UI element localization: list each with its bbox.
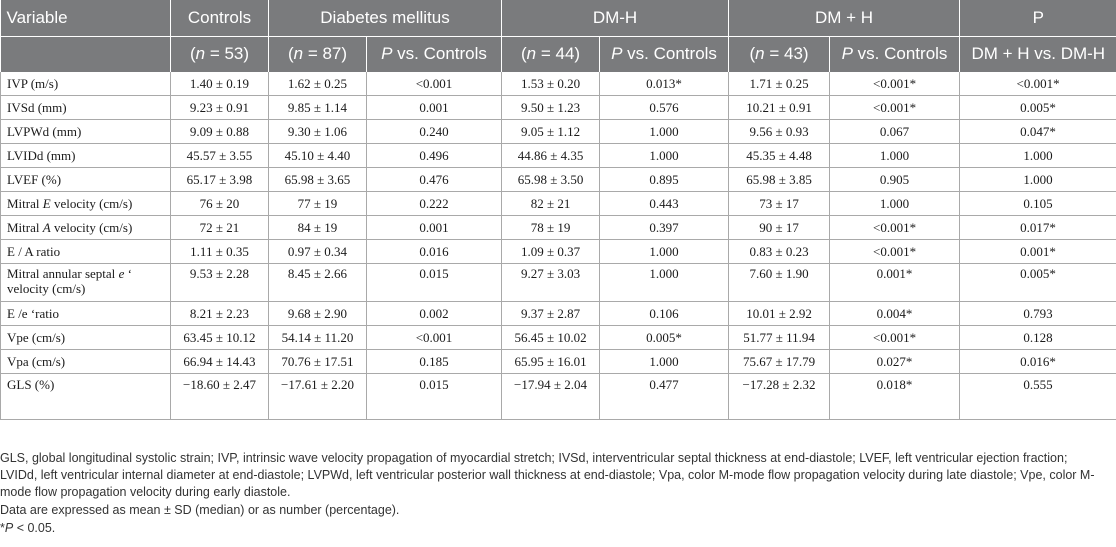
table-cell: 0.001 (367, 96, 502, 120)
header-variable: Variable (1, 0, 171, 36)
table-cell: 45.10 ± 4.40 (269, 144, 367, 168)
header-diabetes: Diabetes mellitus (269, 0, 502, 36)
table-cell: 8.21 ± 2.23 (171, 302, 269, 326)
subheader-dmh-p: P vs. Controls (600, 36, 729, 72)
table-cell: 1.53 ± 0.20 (502, 72, 600, 96)
table-cell: 0.001 (367, 216, 502, 240)
table-cell: 0.016* (960, 350, 1116, 374)
table-cell: 1.000 (600, 144, 729, 168)
table-cell: 0.83 ± 0.23 (729, 240, 830, 264)
table-cell: 0.240 (367, 120, 502, 144)
table-cell: <0.001* (830, 326, 960, 350)
header-controls: Controls (171, 0, 269, 36)
table-cell: 77 ± 19 (269, 192, 367, 216)
table-cell: 1.000 (960, 168, 1116, 192)
table-cell: 1.40 ± 0.19 (171, 72, 269, 96)
table-row (1, 326, 1116, 350)
table-cell: 0.555 (960, 374, 1116, 420)
table-cell: 75.67 ± 17.79 (729, 350, 830, 374)
table-row (1, 96, 1116, 120)
row-label: IVSd (mm) (1, 96, 171, 120)
row-label: Mitral A velocity (cm/s) (1, 216, 171, 240)
table-cell: 82 ± 21 (502, 192, 600, 216)
table-cell: 0.067 (830, 120, 960, 144)
table-row (1, 120, 1116, 144)
table-row (1, 144, 1116, 168)
row-label: LVPWd (mm) (1, 120, 171, 144)
table-cell: 1.000 (600, 264, 729, 302)
table-cell: 0.013* (600, 72, 729, 96)
table-cell: 0.018* (830, 374, 960, 420)
table-cell: 66.94 ± 14.43 (171, 350, 269, 374)
table-cell: 0.017* (960, 216, 1116, 240)
table-cell: 45.57 ± 3.55 (171, 144, 269, 168)
table-cell: 1.000 (600, 350, 729, 374)
table-cell: 65.95 ± 16.01 (502, 350, 600, 374)
table-row (1, 302, 1116, 326)
table-cell: 0.106 (600, 302, 729, 326)
table-cell: 65.17 ± 3.98 (171, 168, 269, 192)
header-dm-h: DM-H (502, 0, 729, 36)
subheader-dmh-n: (n = 44) (502, 36, 600, 72)
table-cell: 70.76 ± 17.51 (269, 350, 367, 374)
table-row (1, 374, 1116, 420)
table-cell: 65.98 ± 3.65 (269, 168, 367, 192)
table-cell: −18.60 ± 2.47 (171, 374, 269, 420)
table-cell: 9.85 ± 1.14 (269, 96, 367, 120)
table-cell: 9.05 ± 1.12 (502, 120, 600, 144)
subheader-empty (1, 36, 171, 72)
table-cell: 0.397 (600, 216, 729, 240)
table-cell: 0.005* (600, 326, 729, 350)
table-cell: 10.01 ± 2.92 (729, 302, 830, 326)
table-cell: 9.50 ± 1.23 (502, 96, 600, 120)
table-cell: <0.001* (830, 96, 960, 120)
table-cell: 9.23 ± 0.91 (171, 96, 269, 120)
subheader-dm-n: (n = 87) (269, 36, 367, 72)
row-label: Vpe (cm/s) (1, 326, 171, 350)
subheader-controls-n: (n = 53) (171, 36, 269, 72)
table-cell: 0.477 (600, 374, 729, 420)
row-label: E / A ratio (1, 240, 171, 264)
footnote-significance: *P < 0.05. (0, 521, 56, 535)
table-cell: <0.001* (830, 240, 960, 264)
table-cell: 1.000 (600, 240, 729, 264)
table-cell: 90 ± 17 (729, 216, 830, 240)
table-row (1, 192, 1116, 216)
table-cell: 0.047* (960, 120, 1116, 144)
table-cell: 0.185 (367, 350, 502, 374)
table-cell: 0.476 (367, 168, 502, 192)
footnote-data-expression: Data are expressed as mean ± SD (median) or as number (percentage). (0, 503, 400, 517)
table-cell: 0.128 (960, 326, 1116, 350)
table-cell: 0.793 (960, 302, 1116, 326)
table-cell: 0.496 (367, 144, 502, 168)
table-cell: 0.015 (367, 374, 502, 420)
table-cell: <0.001* (960, 72, 1116, 96)
table-cell: 1.000 (960, 144, 1116, 168)
table-cell: 9.37 ± 2.87 (502, 302, 600, 326)
table-cell: <0.001 (367, 72, 502, 96)
table-row (1, 240, 1116, 264)
table-row (1, 350, 1116, 374)
table-cell: 0.222 (367, 192, 502, 216)
table-cell: −17.28 ± 2.32 (729, 374, 830, 420)
footnote-abbreviations: GLS, global longitudinal systolic strain; IVP, intrinsic wave velocity propagation of myocardial stretch; IVSd, interventricular septal thickness at end-diastole; LVEF, left ventricular ejection fraction; LVIDd, left ventricular internal diameter at end-diastole; LVPWd, left ventricular posterior wall thickness at end-diastole; Vpa, color M-mode flow propagation velocity during late diastole; Vpe, color M-mode flow propagation velocity during early diastole. (0, 451, 1095, 499)
table-cell: 0.027* (830, 350, 960, 374)
table-cell: 56.45 ± 10.02 (502, 326, 600, 350)
row-label: Mitral annular septal e ‘ velocity (cm/s) (1, 264, 171, 302)
table-cell: 0.97 ± 0.34 (269, 240, 367, 264)
table-row (1, 168, 1116, 192)
table-cell: −17.61 ± 2.20 (269, 374, 367, 420)
table-cell: 44.86 ± 4.35 (502, 144, 600, 168)
subheader-p-compare: DM + H vs. DM-H (960, 36, 1116, 72)
table-cell: 9.68 ± 2.90 (269, 302, 367, 326)
table-cell: 0.105 (960, 192, 1116, 216)
table-cell: <0.001* (830, 72, 960, 96)
table-cell: 72 ± 21 (171, 216, 269, 240)
table-cell: 0.005* (960, 96, 1116, 120)
table-body (1, 72, 1116, 420)
header-row (1, 0, 1116, 36)
table-cell: 63.45 ± 10.12 (171, 326, 269, 350)
table-cell: 1.62 ± 0.25 (269, 72, 367, 96)
table-cell: 9.27 ± 3.03 (502, 264, 600, 302)
row-label: E /e ‘ratio (1, 302, 171, 326)
table-cell: 84 ± 19 (269, 216, 367, 240)
table-cell: −17.94 ± 2.04 (502, 374, 600, 420)
table-cell: <0.001 (367, 326, 502, 350)
table-cell: 54.14 ± 11.20 (269, 326, 367, 350)
table-cell: 0.016 (367, 240, 502, 264)
table-cell: <0.001* (830, 216, 960, 240)
table-cell: 9.53 ± 2.28 (171, 264, 269, 302)
table-footnotes (0, 450, 1106, 538)
table-cell: 1.000 (830, 192, 960, 216)
table-row (1, 72, 1116, 96)
table-cell: 1.11 ± 0.35 (171, 240, 269, 264)
table-cell: 0.004* (830, 302, 960, 326)
table-cell: 45.35 ± 4.48 (729, 144, 830, 168)
table-cell: 0.015 (367, 264, 502, 302)
table-row (1, 264, 1116, 302)
table-cell: 0.576 (600, 96, 729, 120)
table-cell: 73 ± 17 (729, 192, 830, 216)
row-label: LVEF (%) (1, 168, 171, 192)
table-cell: 9.56 ± 0.93 (729, 120, 830, 144)
table-cell: 65.98 ± 3.50 (502, 168, 600, 192)
table-cell: 65.98 ± 3.85 (729, 168, 830, 192)
table-cell: 78 ± 19 (502, 216, 600, 240)
table-cell: 0.001* (830, 264, 960, 302)
subheader-row (1, 36, 1116, 72)
table-cell: 1.09 ± 0.37 (502, 240, 600, 264)
table-cell: 9.09 ± 0.88 (171, 120, 269, 144)
table-cell: 10.21 ± 0.91 (729, 96, 830, 120)
table-cell: 0.895 (600, 168, 729, 192)
table-cell: 0.005* (960, 264, 1116, 302)
row-label: LVIDd (mm) (1, 144, 171, 168)
table-cell: 1.000 (830, 144, 960, 168)
table-cell: 8.45 ± 2.66 (269, 264, 367, 302)
table-cell: 1.000 (600, 120, 729, 144)
row-label: IVP (m/s) (1, 72, 171, 96)
table-cell: 0.905 (830, 168, 960, 192)
table-cell: 0.443 (600, 192, 729, 216)
row-label: Mitral E velocity (cm/s) (1, 192, 171, 216)
header-p: P (960, 0, 1116, 36)
subheader-dm-p: P vs. Controls (367, 36, 502, 72)
table-cell: 51.77 ± 11.94 (729, 326, 830, 350)
table-cell: 0.002 (367, 302, 502, 326)
subheader-dmph-p: P vs. Controls (830, 36, 960, 72)
subheader-dmph-n: (n = 43) (729, 36, 830, 72)
table-cell: 9.30 ± 1.06 (269, 120, 367, 144)
header-dm-plus-h: DM + H (729, 0, 960, 36)
row-label: Vpa (cm/s) (1, 350, 171, 374)
table-cell: 0.001* (960, 240, 1116, 264)
table-cell: 7.60 ± 1.90 (729, 264, 830, 302)
table-cell: 76 ± 20 (171, 192, 269, 216)
table-cell: 1.71 ± 0.25 (729, 72, 830, 96)
table-row (1, 216, 1116, 240)
row-label: GLS (%) (1, 374, 171, 420)
